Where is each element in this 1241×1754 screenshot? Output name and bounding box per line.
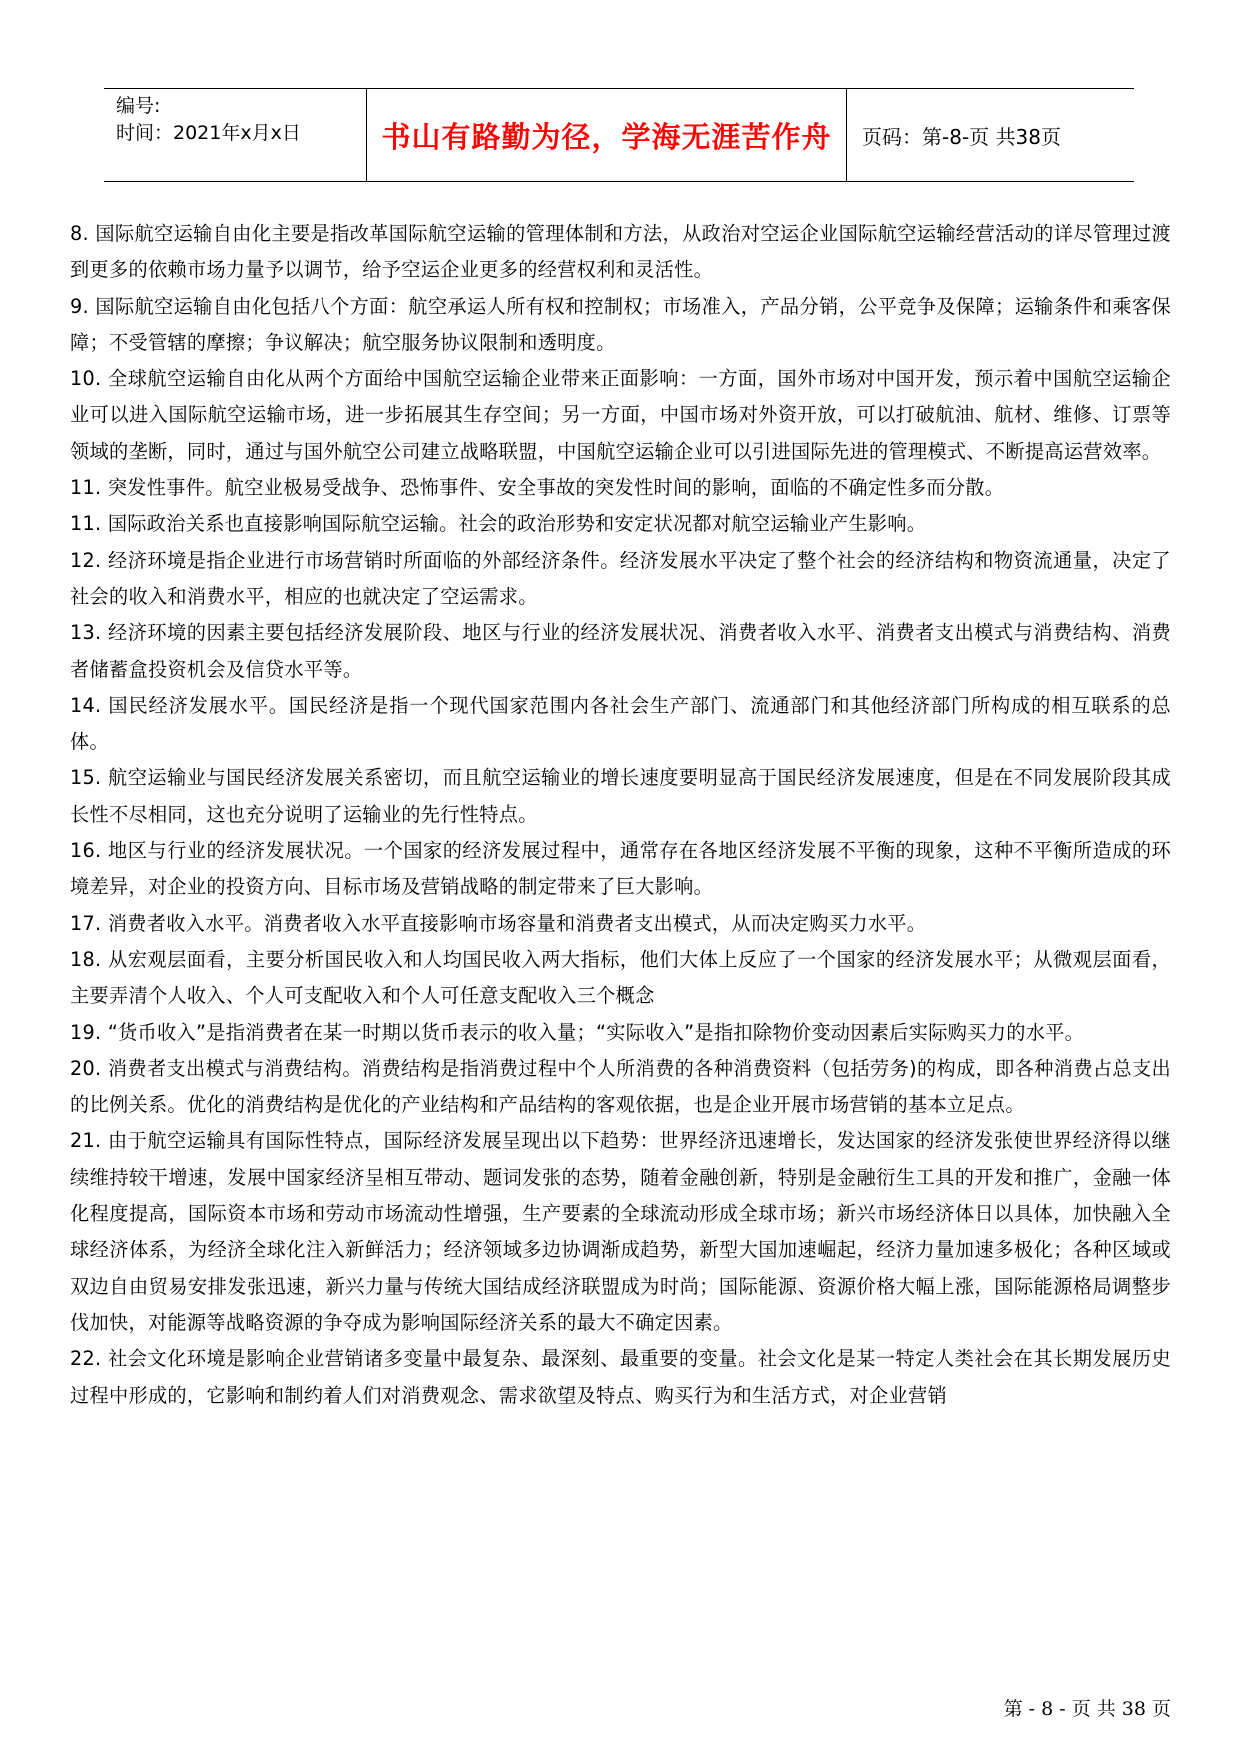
- header-motto-cell: [366, 89, 847, 181]
- paragraph-15: 15. 航空运输业与国民经济发展关系密切，而且航空运输业的增长速度要明显高于国民经济发展速度，但是在不同发展阶段其成长性不尽相同，这也充分说明了运输业的先行性特点。: [70, 766, 1171, 826]
- paragraph-8: 8. 国际航空运输自由化主要是指改革国际航空运输的管理体制和方法，从政治对空运企业国际航空运输经营活动的详尽管理过渡到更多的依赖市场力量予以调节，给予空运企业更多的经营权利和灵活性。: [70, 222, 1171, 282]
- paragraph-11b: 11. 国际政治关系也直接影响国际航空运输。社会的政治形势和安定状况都对航空运输业产生影响。: [70, 512, 927, 536]
- paragraph-9: 9. 国际航空运输自由化包括八个方面：航空承运人所有权和控制权；市场准入，产品分销，公平竞争及保障；运输条件和乘客保障；不受管辖的摩擦；争议解决；航空服务协议限制和透明度。: [70, 294, 1171, 354]
- paragraph-11a: 11. 突发性事件。航空业极易受战争、恐怖事件、安全事故的突发性时间的影响，面临的不确定性多而分散。: [70, 476, 1005, 500]
- document-time-label: 时间：2021年x月x日: [116, 122, 301, 144]
- paragraph-10: 10. 全球航空运输自由化从两个方面给中国航空运输企业带来正面影响：一方面，国外市场对中国开发，预示着中国航空运输企业可以进入国际航空运输市场，进一步拓展其生存空间；另一方面，中国市场对外资开放，可以打破航油、航材、维修、订票等领域的垄断，同时，通过与国外航空公司建立战略联盟，中国航空运输企业可以引进国际先进的管理模式、不断提高运营效率。: [70, 367, 1171, 463]
- paragraph-13: 13. 经济环境的因素主要包括经济发展阶段、地区与行业的经济发展状况、消费者收入水平、消费者支出模式与消费结构、消费者储蓄盒投资机会及信贷水平等。: [70, 621, 1171, 681]
- paragraph-14: 14. 国民经济发展水平。国民经济是指一个现代国家范围内各社会生产部门、流通部门和其他经济部门所构成的相互联系的总体。: [70, 693, 1171, 754]
- paragraph-18: 18. 从宏观层面看，主要分析国民收入和人均国民收入两大指标，他们大体上反应了一个国家的经济发展水平；从微观层面看，主要弄清个人收入、个人可支配收入和个人可任意支配收入三个概念: [70, 947, 1171, 1008]
- header-page-cell: [847, 89, 1134, 181]
- document-number-label: 编号:: [116, 95, 161, 117]
- paragraph-16: 16. 地区与行业的经济发展状况。一个国家的经济发展过程中，通常存在各地区经济发展不平衡的现象，这种不平衡所造成的环境差异，对企业的投资方向、目标市场及营销战略的制定带来了巨大影响。: [70, 839, 1171, 899]
- header-meta-cell: [104, 89, 366, 181]
- paragraph-17: 17. 消费者收入水平。消费者收入水平直接影响市场容量和消费者支出模式，从而决定购买力水平。: [70, 911, 927, 935]
- paragraph-21: 21. 由于航空运输具有国际性特点，国际经济发展呈现出以下趋势：世界经济迅速增长，发达国家的经济发张使世界经济得以继续维持较干增速，发展中国家经济呈相互带动、题词发张的态势，随着金融创新，特别是金融衍生工具的开发和推广，金融一体化程度提高，国际资本市场和劳动市场流动性增强，生产要素的全球流动形成全球市场；新兴市场经济体日以具体，加快融入全球经济体系，为经济全球化注入新鲜活力；经济领域多边协调渐成趋势，新型大国加速崛起，经济力量加速多极化；各种区域或双边自由贸易安排发张迅速，新兴力量与传统大国结成经济联盟成为时尚；国际能源、资源价格大幅上涨，国际能源格局调整步伐加快，对能源等战略资源的争夺成为影响国际经济关系的最大不确定因素。: [70, 1129, 1171, 1334]
- header-table: [104, 88, 1134, 182]
- paragraph-22: 22. 社会文化环境是影响企业营销诸多变量中最复杂、最深刻、最重要的变量。社会文化是某一特定人类社会在其长期发展历史过程中形成的，它影响和制约着人们对消费观念、需求欲望及特点、购买行为和生活方式，对企业营销: [70, 1347, 1171, 1407]
- paragraph-20: 20. 消费者支出模式与消费结构。消费结构是指消费过程中个人所消费的各种消费资料（包括劳务)的构成，即各种消费占总支出的比例关系。优化的消费结构是优化的产业结构和产品结构的客观依据，也是企业开展市场营销的基本立足点。: [70, 1056, 1171, 1117]
- header-page-info: 页码：第-8-页 共38页: [862, 124, 1061, 149]
- footer-page-number: 第 - 8 - 页 共 38 页: [1003, 1698, 1171, 1720]
- paragraph-12: 12. 经济环境是指企业进行市场营销时所面临的外部经济条件。经济发展水平决定了整个社会的经济结构和物资流通量，决定了社会的收入和消费水平，相应的也就决定了空运需求。: [70, 548, 1171, 608]
- paragraph-19: 19. “货币收入”是指消费者在某一时期以货币表示的收入量；“实际收入”是指扣除物价变动因素后实际购买力的水平。: [70, 1020, 1085, 1044]
- document-body: [70, 216, 1171, 1414]
- motto-text: 书山有路勤为径，学海无涯苦作舟: [381, 119, 832, 154]
